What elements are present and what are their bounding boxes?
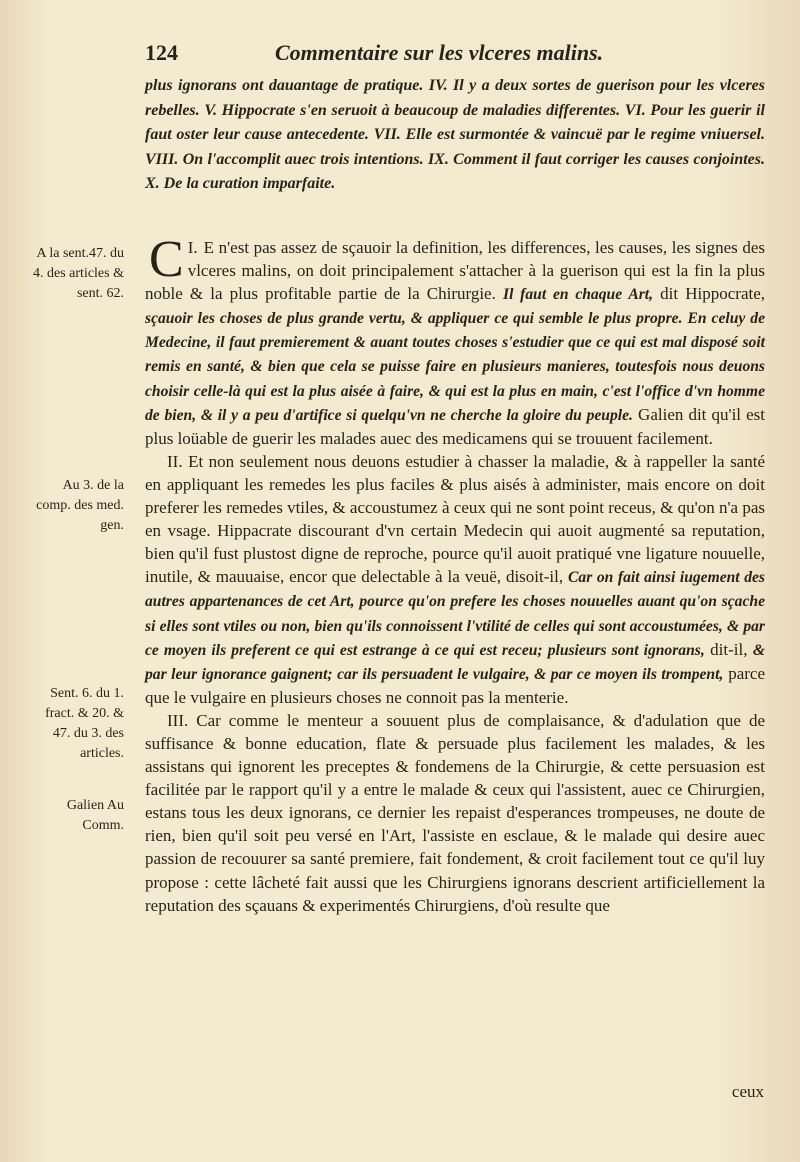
paragraph-1: [145, 231, 766, 450]
margin-note-1: A la sent.47. du 4. des articles & sent. 62.: [33, 246, 124, 301]
p1-quote-b: sçauoir les choses de plus grande vertu, & appliquer ce qui semble le plus propre. En celuy de Medecine, il faut premierement & auant toutes choses s'estudier que ce qui est mal disposé soit remis en santé, & bien que cela se puisse faire en plusieurs manieres, toutesfois nous deuons choisir celle-là qui est la plus aisée à faire, & qui est la plus en main, c'est l'office d'vn homme de bien, & il y a peu d'artifice si quelqu'vn ne cherche la gloire du peuple.: [145, 310, 765, 424]
p1-text-b: dit Hippocrate,: [660, 284, 766, 304]
chapter-summary: plus ignorans ont dauantage de pratique. IV. Il y a deux sortes de guerison pour les vlceres rebelles. V. Hippocrate s'en seruoit à beaucoup de maladies differentes. VI. Pour les guerir il faut oster leur cause antecedente. VII. Elle est surmontée & vaincuë par le regime vniuersel. VIII. On l'accomplit auec trois intentions. IX. Comment il faut corriger les causes conjointes. X. De la curation imparfaite.: [145, 77, 765, 193]
p2-text-a: II. Et non seulement nous deuons estudier à chasser la maladie, & à rappeller la santé en appliquant les remedes les plus faciles & plus aisés à administer, mais encore on doit preferer les remedes vtiles, & accoustumez à ceux qui ne sont point receus, & qu'on n'a pas en vsage. Hippacrate discourant d'vn certain Medecin qui auoit augmenté sa reputation, bien qu'il fust plustost digne de reproche, pource qu'il auoit pratiqué vne ligature nouuelle, inutile, & mauuaise, encor que delectable à la veuë, disoit-il,: [145, 451, 765, 587]
p1-text-a: E n'est pas assez de sçauoir la definition, les differences, les causes, les signes des vlceres malins, on doit principalement s'attacher à la guerison qui est la fin la plus noble & la plus profitable partie de la Chirurgie.: [145, 238, 765, 304]
p2-text-b: dit-il,: [710, 639, 748, 659]
main-text: [145, 231, 766, 917]
p1-quote-a: Il faut en chaque Art,: [503, 286, 654, 304]
paragraph-2: [145, 450, 765, 709]
paragraph-3: III. Car comme le menteur a souuent plus de complaisance, & d'adulation que de suffisance & bonne education, flate & persuade plus facilement les malades, & les assistans qui ignorent les preceptes & fondemens de la Chirurgie, & cette persuasion est facilitée par le rapport qu'il y a entre le malade & ceux qui l'assistent, auec ce Chirurgien, estans tous les deux ignorans, ce dernier les repaist d'esperances trompeuses, ne doute de rien, bien qu'il soit peu versé en l'Art, l'assiste en esclaue, & le malade qui desire auec passion de recouurer sa santé premiere, fait fondement, & croit facilement tout ce qu'il luy propose : cette lâcheté fait aussi que les Chirurgiens ignorans descrient artificiellement la reputation des sçauans & experimentés Chirurgiens, d'où resulte que: [145, 710, 765, 915]
margin-note-2: Au 3. de la comp. des med. gen.: [36, 478, 124, 533]
paragraph-number: I.: [187, 238, 198, 257]
p2-quote-a: Car on fait ainsi iugement des autres appartenances de cet Art, pource qu'on prefere les choses nouuelles auant qu'on sçache si elles sont vtiles ou non, bien qu'ils connoissent l'vtilité de celles qui sont accoustumées, & par ce moyen ils preferent ce qui est estrange à ce qui est receu; plusieurs sont ignorans,: [145, 569, 765, 659]
page-header: [145, 40, 765, 74]
catchword: ceux: [731, 1082, 764, 1101]
margin-note-4: Galien Au Comm.: [66, 798, 124, 833]
p2-quote-b: & par leur ignorance gaignent; car ils persuadent le vulgaire, & par ce moyen ils trompent,: [145, 641, 766, 683]
drop-cap: C: [149, 231, 184, 288]
p2-text-c: parce que le vulgaire en plusieurs choses ne connoit pas la menterie.: [145, 663, 765, 707]
margin-note-3: Sent. 6. du 1. fract. & 20. & 47. du 3. des articles.: [45, 686, 124, 761]
p1-text-c: Galien dit qu'il est plus loüable de guerir les malades auec des medicamens qui se trouuent facilement.: [145, 404, 766, 448]
page-number: 124: [145, 40, 178, 65]
running-title: Commentaire sur les vlceres malins.: [275, 40, 604, 65]
